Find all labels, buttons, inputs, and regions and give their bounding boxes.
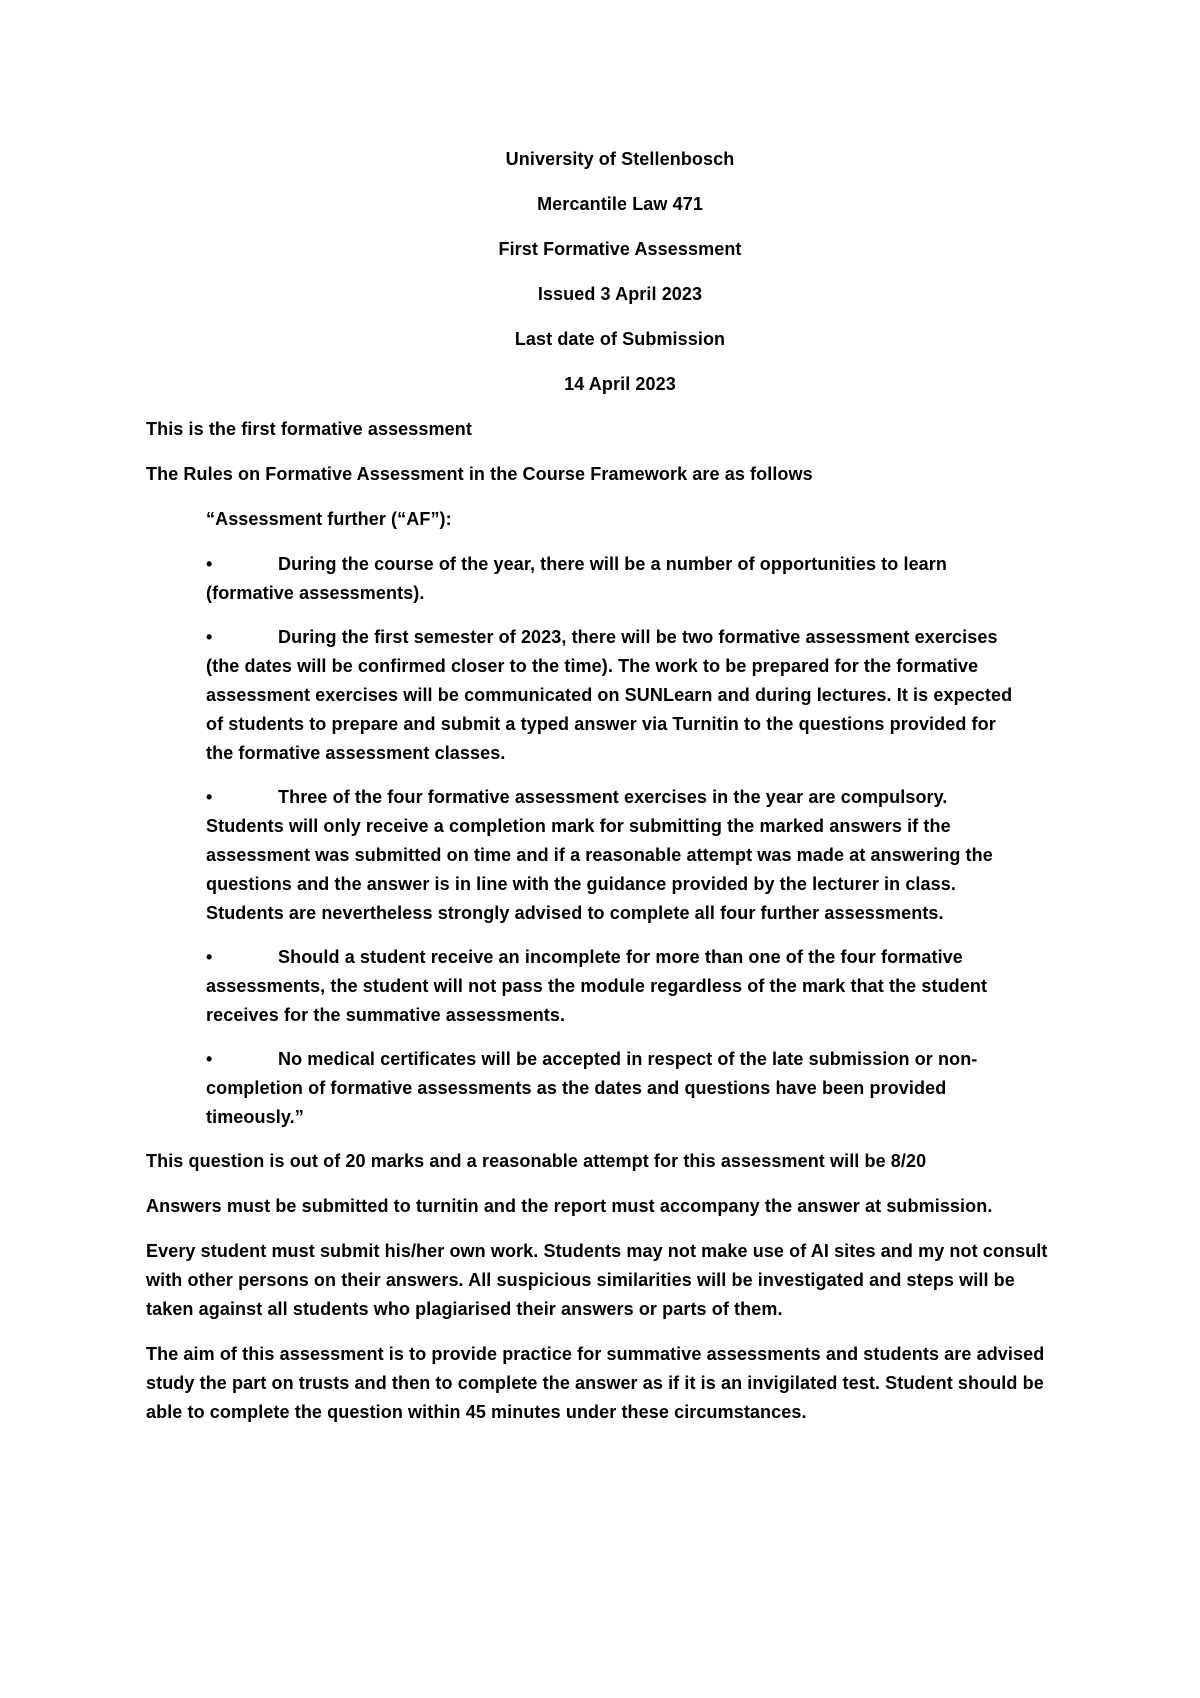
intro-line: This is the first formative assessment xyxy=(146,419,472,439)
assessment-title: First Formative Assessment xyxy=(498,239,742,259)
rule-bullet-2 xyxy=(206,623,1016,768)
rules-heading: “Assessment further (“AF”): xyxy=(206,509,452,529)
bullet-icon: • xyxy=(206,787,213,807)
aim-statement: The aim of this assessment is to provide practice for summative assessments and students are advised study the part on trusts and then to complete the answer as if it is an invigilated test. Student should be able to complete the question within 45 minutes under these circumstances. xyxy=(146,1344,1045,1422)
rule-bullet-5 xyxy=(206,1045,1016,1132)
bullet-icon: • xyxy=(206,1049,213,1069)
rule-text: Should a student receive an incomplete for more than one of the four formative assessments, the student will not pass the module regardless of the mark that the student receives for the summative assessments. xyxy=(206,947,988,1025)
university-title: University of Stellenbosch xyxy=(505,149,735,169)
due-date: 14 April 2023 xyxy=(564,374,676,394)
rule-text: No medical certificates will be accepted in respect of the late submission or non-completion of formative assessments as the dates and questions have been provided timeously.” xyxy=(206,1049,978,1127)
rule-bullet-1 xyxy=(206,550,1016,608)
rules-intro: The Rules on Formative Assessment in the Course Framework are as follows xyxy=(146,464,813,484)
last-date-label: Last date of Submission xyxy=(514,329,726,349)
turnitin-statement: Answers must be submitted to turnitin and the report must accompany the answer at submission. xyxy=(146,1196,993,1216)
bullet-icon: • xyxy=(206,554,213,574)
bullet-icon: • xyxy=(206,947,213,967)
integrity-statement: Every student must submit his/her own work. Students may not make use of AI sites and my not consult with other persons on their answers. All suspicious similarities will be investigated and steps will be taken against all students who plagiarised their answers or parts of them. xyxy=(146,1241,1048,1319)
rule-bullet-3 xyxy=(206,783,1016,928)
issued-date: Issued 3 April 2023 xyxy=(537,284,703,304)
marks-statement: This question is out of 20 marks and a reasonable attempt for this assessment will be 8/20 xyxy=(146,1151,927,1171)
rule-text: During the first semester of 2023, there will be two formative assessment exercises (the dates will be confirmed closer to the time). The work to be prepared for the formative assessment exercises will be communicated on SUNLearn and during lectures. It is expected of students to prepare and submit a typed answer via Turnitin to the questions provided for the formative assessment classes. xyxy=(206,627,1013,763)
rule-bullet-4 xyxy=(206,943,1016,1030)
bullet-icon: • xyxy=(206,627,213,647)
rule-text: Three of the four formative assessment exercises in the year are compulsory. Students will only receive a completion mark for submitting the marked answers if the assessment was submitted on time and if a reasonable attempt was made at answering the questions and the answer is in line with the guidance provided by the lecturer in class. Students are nevertheless strongly advised to complete all four further assessments. xyxy=(206,787,993,923)
document-body xyxy=(146,145,1066,1443)
course-title: Mercantile Law 471 xyxy=(537,194,703,214)
rule-text: During the course of the year, there will be a number of opportunities to learn (formative assessments). xyxy=(206,554,947,603)
